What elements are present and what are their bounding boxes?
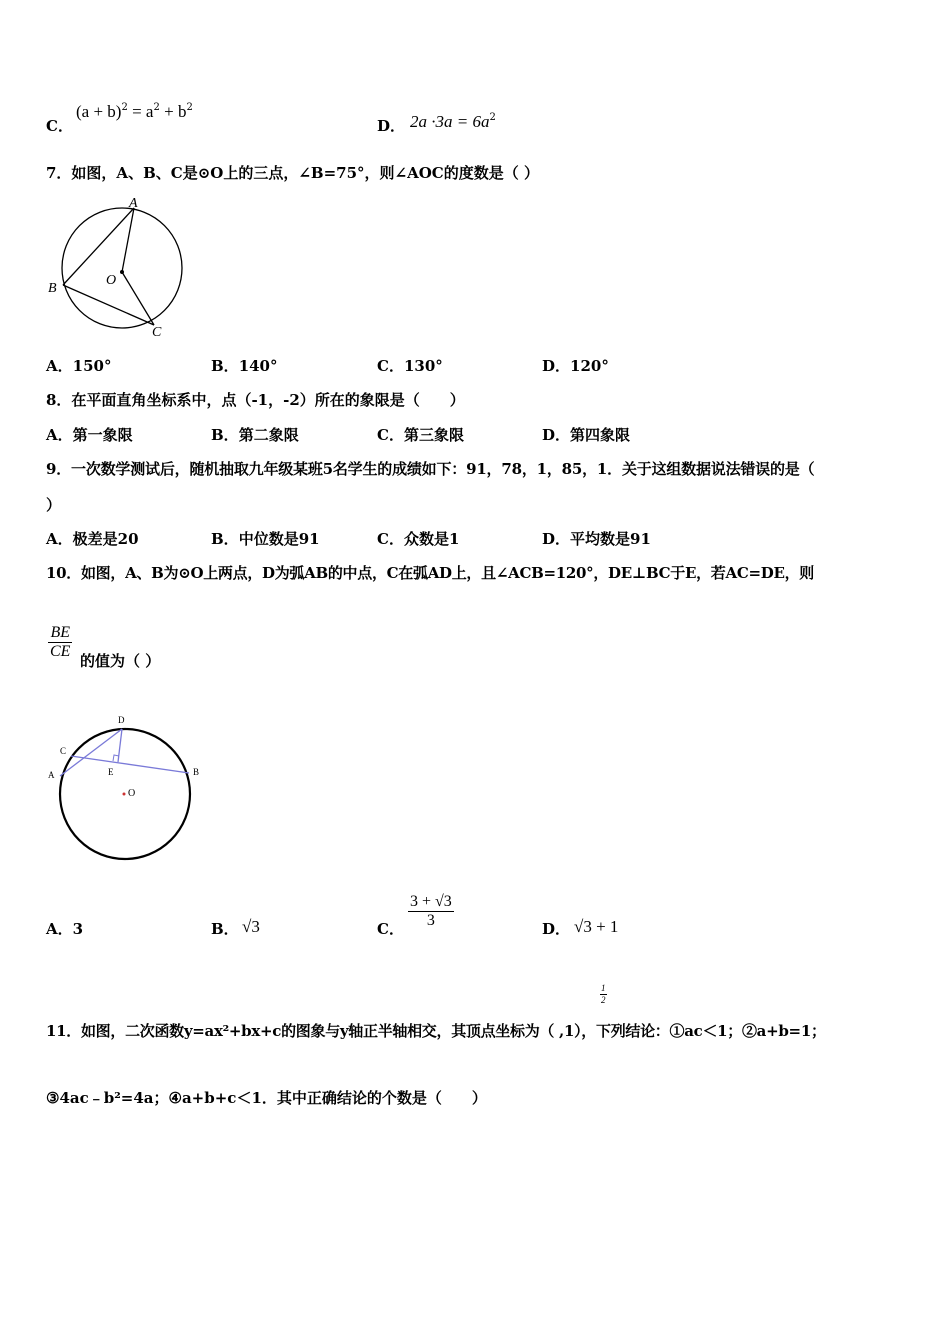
q7-option-b: B．140° [211,357,278,375]
q9-option-c: C．众数是1 [377,530,460,548]
q6-c-lhs: (a + b) [76,102,122,121]
q10-option-c-expression [408,893,454,930]
q6-option-c-label: C． [46,117,73,135]
q10-line-de [118,729,122,762]
q6-c-rhs2-exp: 2 [186,102,193,113]
q9-option-b: B．中位数是91 [211,530,320,548]
q10-option-c-label: C． [377,920,404,938]
q7-option-d: D．120° [542,357,609,375]
q6-d-expr: 2a ·3a = 6a [410,112,490,131]
q6-c-rhs2: + b [159,102,187,121]
q9-option-d: D．平均数是91 [542,530,651,548]
q10-label-b: B [193,767,200,777]
q6-option-c-expression [76,102,193,122]
q6-option-d-label: D． [377,117,406,135]
q7-label-a: A [129,196,138,211]
q8-option-c: C．第三象限 [377,426,464,444]
q7-line-ao [122,208,134,272]
q7-line-oc [122,272,154,325]
q11-half-num: 1 [601,983,606,993]
q10-c-den: 3 [426,912,435,929]
q6-c-rhs1: = a [127,102,154,121]
q10-option-d-expression: √3 + 1 [574,917,619,936]
q10-label-e: E [108,767,114,777]
q8-option-b: B．第二象限 [211,426,299,444]
q10-label-d: D [118,715,125,725]
q8-stem: 8．在平面直角坐标系中，点（-1，-2）所在的象限是（ ） [46,391,465,409]
q10-line-cb [71,756,189,773]
q11-half-fraction [600,983,607,1006]
q6-d-exp: 2 [489,112,496,123]
q6-option-d-expression [410,112,496,132]
q10-stem-line2: 的值为（ ） [80,652,161,670]
q7-circle [62,208,182,328]
q10-option-b-label: B． [211,920,239,938]
q8-option-a: A．第一象限 [46,426,133,444]
q10-figure-circle [44,710,214,870]
q7-stem: 7．如图，A、B、C是⊙O上的三点，∠B=75°，则∠AOC的度数是（ ） [46,164,539,182]
q10-frac-num: BE [48,624,72,643]
q7-label-c: C [152,325,162,340]
q10-stem-line1: 10．如图，A、B为⊙O上两点，D为弧AB的中点，C在弧AD上，且∠ACB=120°，DE⊥BC于E，若AC=DE，则 [46,564,814,582]
q11-half-den: 2 [601,995,606,1005]
q9-stem-line2: ） [46,496,62,514]
q10-option-b-expression: √3 [242,917,260,936]
q10-fraction-be-ce [48,624,72,661]
q10-option-d-label: D． [542,920,571,938]
q7-figure-circle [44,196,189,341]
q11-stem-line2: ③4ac﹣b²=4a；④a+b+c＜1．其中正确结论的个数是（ ） [46,1089,487,1107]
q7-option-a: A．150° [46,357,112,375]
q7-option-c: C．130° [377,357,443,375]
q10-frac-den: CE [50,643,71,660]
q8-option-d: D．第四象限 [542,426,631,444]
q7-line-bc [63,285,154,325]
q7-label-o: O [106,273,117,288]
q10-option-a: A．3 [46,920,84,938]
q7-center-dot [120,270,124,274]
q6-c-exp: 2 [121,102,128,113]
q10-label-c: C [60,746,67,756]
q10-label-o: O [128,788,136,799]
q7-label-b: B [48,281,57,296]
q9-option-a: A．极差是20 [46,530,139,548]
q10-c-num: 3 + √3 [410,893,452,910]
q11-stem-line1: 11．如图，二次函数y=ax²+bx+c的图象与y轴正半轴相交，其顶点坐标为（ ,1），下列结论：①ac＜1；②a+b=1； [46,1022,826,1040]
q10-label-a: A [48,770,55,780]
q10-center-dot [123,793,126,796]
q6-c-rhs1-exp: 2 [153,102,160,113]
q9-stem-line1: 9．一次数学测试后，随机抽取九年级某班5名学生的成绩如下：91，78，1，85，1．关于这组数据说法错误的是（ [46,460,815,478]
